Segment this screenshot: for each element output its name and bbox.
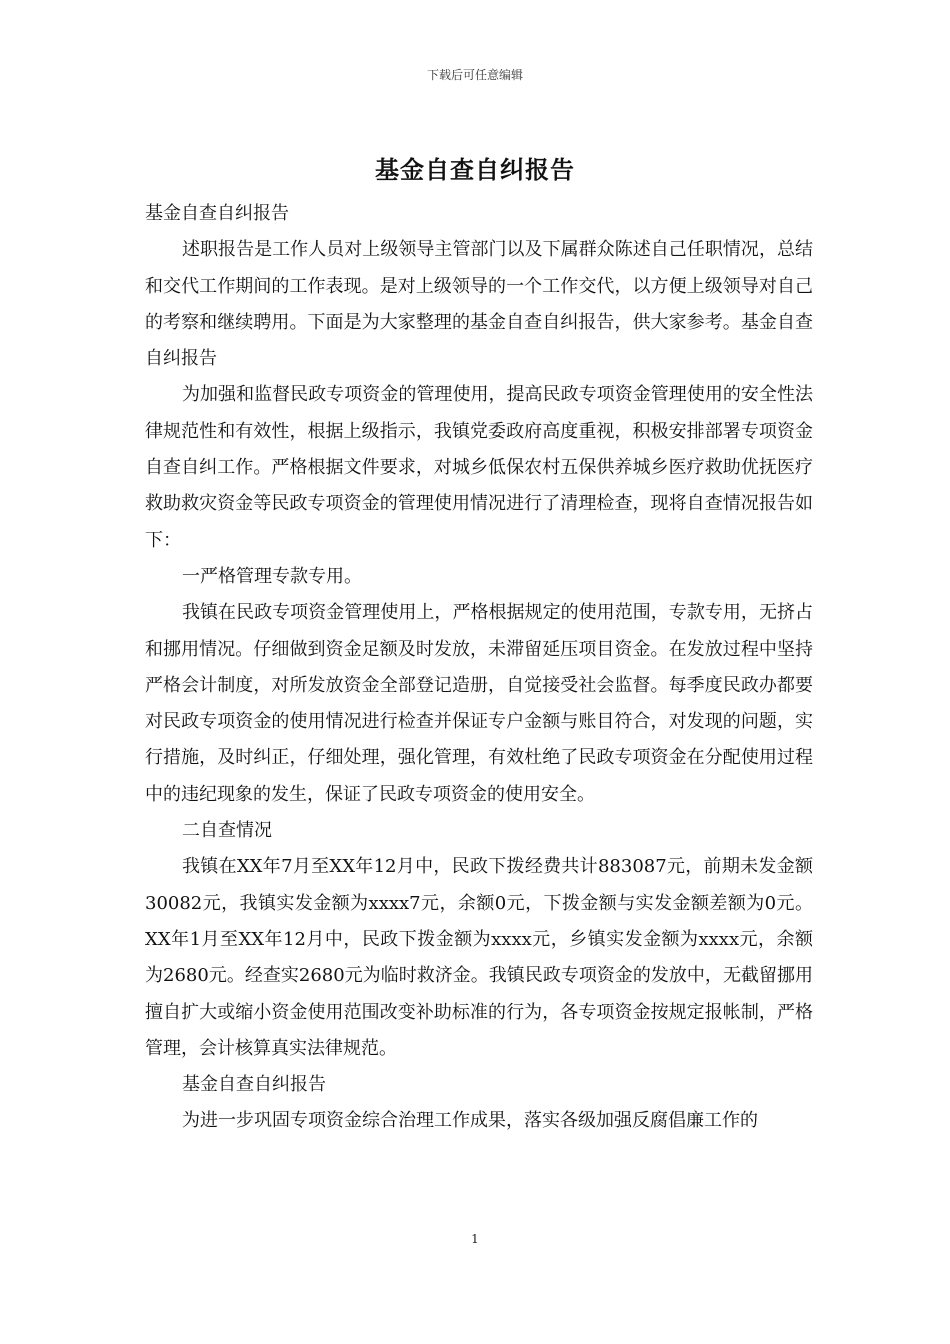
page-number: 1 xyxy=(471,1232,479,1246)
paragraph-continuation: 为进一步巩固专项资金综合治理工作成果，落实各级加强反腐倡廉工作的 xyxy=(182,1110,758,1132)
document-title: 基金自查自纠报告 xyxy=(375,156,575,184)
document-body xyxy=(145,196,813,1140)
section-heading-1: 一严格管理专款专用。 xyxy=(182,565,362,587)
paragraph-purpose: 为加强和监督民政专项资金的管理使用，提高民政专项资金管理使用的安全性法律规范性和有效性，根据上级指示，我镇党委政府高度重视，积极安排部署专项资金自查自纠工作。严格根据文件要求，对城乡低保农村五保供养城乡医疗救助优抚医疗救助救灾资金等民政专项资金的管理使用情况进行了清理检查，现将自查情况报告如下： xyxy=(145,384,813,551)
header-note: 下载后可任意编辑 xyxy=(426,68,523,82)
paragraph-subtitle-repeat: 基金自查自纠报告 xyxy=(182,1074,326,1096)
paragraph-intro: 述职报告是工作人员对上级领导主管部门以及下属群众陈述自己任职情况，总结和交代工作期间的工作表现。是对上级领导的一个工作交代，以方便上级领导对自己的考察和继续聘用。下面是为大家整理的基金自查自纠报告，供大家参考。基金自查自纠报告 xyxy=(145,239,813,370)
paragraph-management: 我镇在民政专项资金管理使用上，严格根据规定的使用范围，专款专用，无挤占和挪用情况。仔细做到资金足额及时发放，未滞留延压项目资金。在发放过程中坚持严格会计制度，对所发放资金全部登记造册，自觉接受社会监督。每季度民政办都要对民政专项资金的使用情况进行检查并保证专户金额与账目符合，对发现的问题，实行措施，及时纠正，仔细处理，强化管理，有效杜绝了民政专项资金在分配使用过程中的违纪现象的发生，保证了民政专项资金的使用安全。 xyxy=(145,602,813,805)
section-heading-2: 二自查情况 xyxy=(182,820,272,842)
paragraph-self-check: 我镇在XX年7月至XX年12月中，民政下拨经费共计883087元，前期未发金额30082元，我镇实发金额为xxxx7元，余额0元，下拨金额与实发金额差额为0元。XX年1月至XX年12月中，民政下拨金额为xxxx元，乡镇实发金额为xxxx元，余额为2680元。经查实2680元为临时救济金。我镇民政专项资金的发放中，无截留挪用擅自扩大或缩小资金使用范围改变补助标准的行为，各专项资金按规定报帐制，严格管理，会计核算真实法律规范。 xyxy=(145,856,813,1059)
paragraph-subtitle: 基金自查自纠报告 xyxy=(145,203,289,224)
